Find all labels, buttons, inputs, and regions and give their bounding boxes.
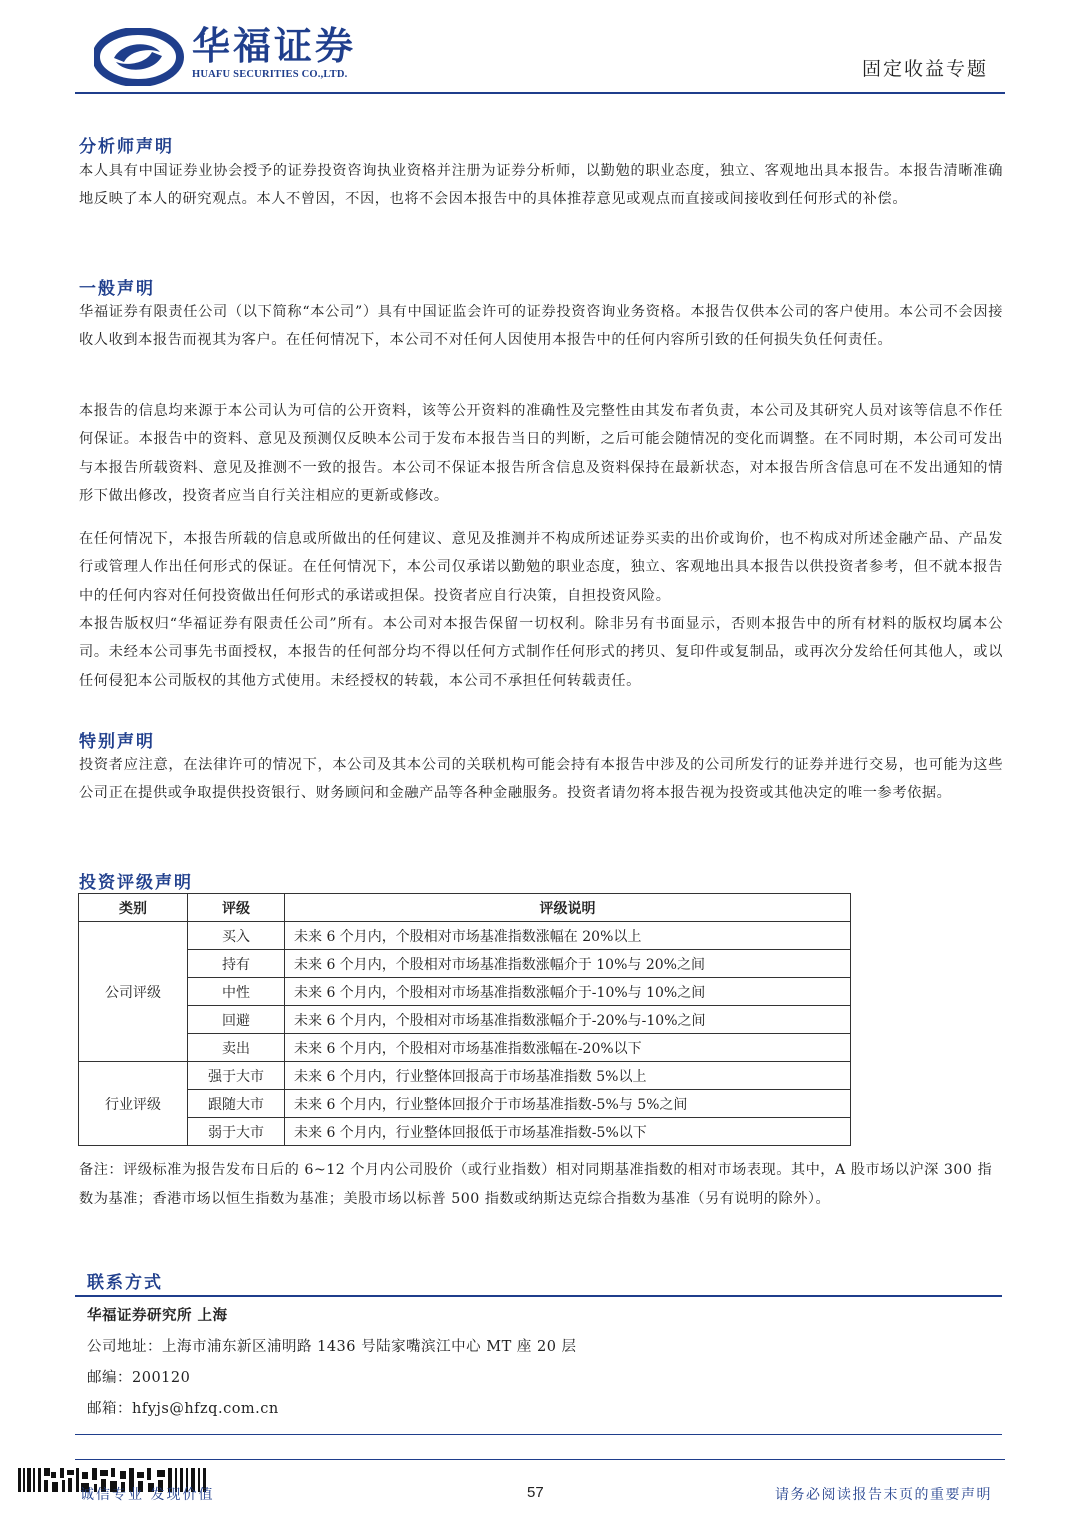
contact-email: 邮箱：hfyjs@hfzq.com.cn [87, 1401, 279, 1417]
rating-description-cell: 未来 6 个月内，个股相对市场基准指数涨幅介于 10%与 20%之间 [285, 950, 851, 978]
table-row [79, 1034, 851, 1062]
general-statement-paragraph: 本报告版权归“华福证券有限责任公司”所有。本公司对本报告保留一切权利。除非另有书面显示，否则本报告中的所有材料的版权均属本公司。未经本公司事先书面授权，本报告的任何部分均不得以任何方式制作任何形式的拷贝、复印件或复制品，或再次分发给任何其他人，或以任何侵犯本公司版权的其他方式使用。未经授权的转载，本公司不承担任何转载责任。 [79, 616, 1003, 689]
contact-title: 联系方式 [87, 1273, 163, 1293]
table-header-cell: 类别 [79, 894, 188, 922]
logo-icon [94, 28, 184, 86]
page-number: 57 [527, 1484, 544, 1501]
rating-description-cell: 未来 6 个月内，行业整体回报低于市场基准指数-5%以下 [285, 1118, 851, 1146]
general-statement-paragraph: 在任何情况下，本报告所载的信息或所做出的任何建议、意见及推测并不构成所述证券买卖的出价或询价，也不构成对所述金融产品、产品发行或管理人作出任何形式的保证。在任何情况下，本公司仅承诺以勤勉的职业态度，独立、客观地出具本报告以供投资者参考，但不就本报告中的任何内容对任何投资做出任何形式的承诺或担保。投资者应自行决策，自担投资风险。 [79, 531, 1003, 604]
rating-table [78, 893, 851, 1146]
rating-cell: 跟随大市 [188, 1090, 285, 1118]
table-row [79, 978, 851, 1006]
rating-cell: 中性 [188, 978, 285, 1006]
footer-divider [75, 1459, 1005, 1460]
category-cell-company: 公司评级 [79, 922, 188, 1062]
footer-disclaimer: 请务必阅读报告末页的重要声明 [775, 1487, 992, 1503]
table-header-row [79, 894, 851, 922]
rating-cell: 卖出 [188, 1034, 285, 1062]
general-statement-paragraph: 本报告的信息均来源于本公司认为可信的公开资料，该等公开资料的准确性及完整性由其发布者负责，本公司及其研究人员对该等信息不作任何保证。本报告中的资料、意见及预测仅反映本公司于发布本报告当日的判断，之后可能会随情况的变化而调整。在不同时期，本公司可发出与本报告所载资料、意见及推测不一致的报告。本公司不保证本报告所含信息及资料保持在最新状态，对本报告所含信息可在不发出通知的情形下做出修改，投资者应当自行关注相应的更新或修改。 [79, 403, 1003, 505]
rating-description-cell: 未来 6 个月内，个股相对市场基准指数涨幅在 20%以上 [285, 922, 851, 950]
rating-note: 备注：评级标准为报告发布日后的 6~12 个月内公司股价（或行业指数）相对同期基准指数的相对市场表现。其中，A 股市场以沪深 300 指数为基准；香港市场以恒生指数为基准；美股市场以标普 500 指数或纳斯达克综合指数为基准（另有说明的除外）。 [79, 1162, 993, 1207]
footer-slogan: 诚信专业 发现价值 [80, 1487, 215, 1503]
contact-address: 公司地址：上海市浦东新区浦明路 1436 号陆家嘴滨江中心 MT 座 20 层 [87, 1339, 577, 1355]
contact-organization: 华福证券研究所 上海 [87, 1307, 228, 1324]
rating-cell: 回避 [188, 1006, 285, 1034]
table-header-cell: 评级说明 [285, 894, 851, 922]
analyst-statement-title: 分析师声明 [79, 137, 174, 157]
table-header-cell: 评级 [188, 894, 285, 922]
table-row [79, 1006, 851, 1034]
rating-cell: 买入 [188, 922, 285, 950]
table-row [79, 1062, 851, 1090]
table-row [79, 922, 851, 950]
rating-description-cell: 未来 6 个月内，行业整体回报高于市场基准指数 5%以上 [285, 1062, 851, 1090]
contact-postcode: 邮编：200120 [87, 1370, 191, 1386]
rating-description-cell: 未来 6 个月内，个股相对市场基准指数涨幅介于-20%与-10%之间 [285, 1006, 851, 1034]
rating-cell: 弱于大市 [188, 1118, 285, 1146]
category-cell-industry: 行业评级 [79, 1062, 188, 1146]
rating-description-cell: 未来 6 个月内，个股相对市场基准指数涨幅介于-10%与 10%之间 [285, 978, 851, 1006]
rating-cell: 强于大市 [188, 1062, 285, 1090]
contact-divider [75, 1295, 1002, 1297]
logo-english-name: HUAFU SECURITIES CO.,LTD. [192, 69, 348, 80]
table-row [79, 1118, 851, 1146]
rating-cell: 持有 [188, 950, 285, 978]
report-category: 固定收益专题 [862, 58, 989, 80]
rating-description-cell: 未来 6 个月内，行业整体回报介于市场基准指数-5%与 5%之间 [285, 1090, 851, 1118]
header-divider [75, 92, 1005, 94]
table-row [79, 1090, 851, 1118]
general-statement-paragraph: 华福证券有限责任公司（以下简称“本公司”）具有中国证监会许可的证券投资咨询业务资格。本报告仅供本公司的客户使用。本公司不会因接收人收到本报告而视其为客户。在任何情况下，本公司不对任何人因使用本报告中的任何内容所引致的任何损失负任何责任。 [79, 304, 1003, 349]
rating-description-cell: 未来 6 个月内，个股相对市场基准指数涨幅在-20%以下 [285, 1034, 851, 1062]
special-statement-text: 投资者应注意，在法律许可的情况下，本公司及其本公司的关联机构可能会持有本报告中涉及的公司所发行的证券并进行交易，也可能为这些公司正在提供或争取提供投资银行、财务顾问和金融产品等各种金融服务。投资者请勿将本报告视为投资或其他决定的唯一参考依据。 [79, 757, 1003, 802]
general-statement-title: 一般声明 [79, 279, 155, 299]
logo-chinese-name: 华福证券 [192, 24, 357, 68]
analyst-statement-text: 本人具有中国证券业协会授予的证券投资咨询执业资格并注册为证券分析师，以勤勉的职业态度，独立、客观地出具本报告。本报告清晰准确地反映了本人的研究观点。本人不曾因，不因，也将不会因本报告中的具体推荐意见或观点而直接或间接收到任何形式的补偿。 [79, 163, 1003, 208]
rating-statement-title: 投资评级声明 [79, 873, 193, 893]
contact-bottom-divider [75, 1434, 1002, 1435]
table-row [79, 950, 851, 978]
special-statement-title: 特别声明 [79, 732, 155, 752]
